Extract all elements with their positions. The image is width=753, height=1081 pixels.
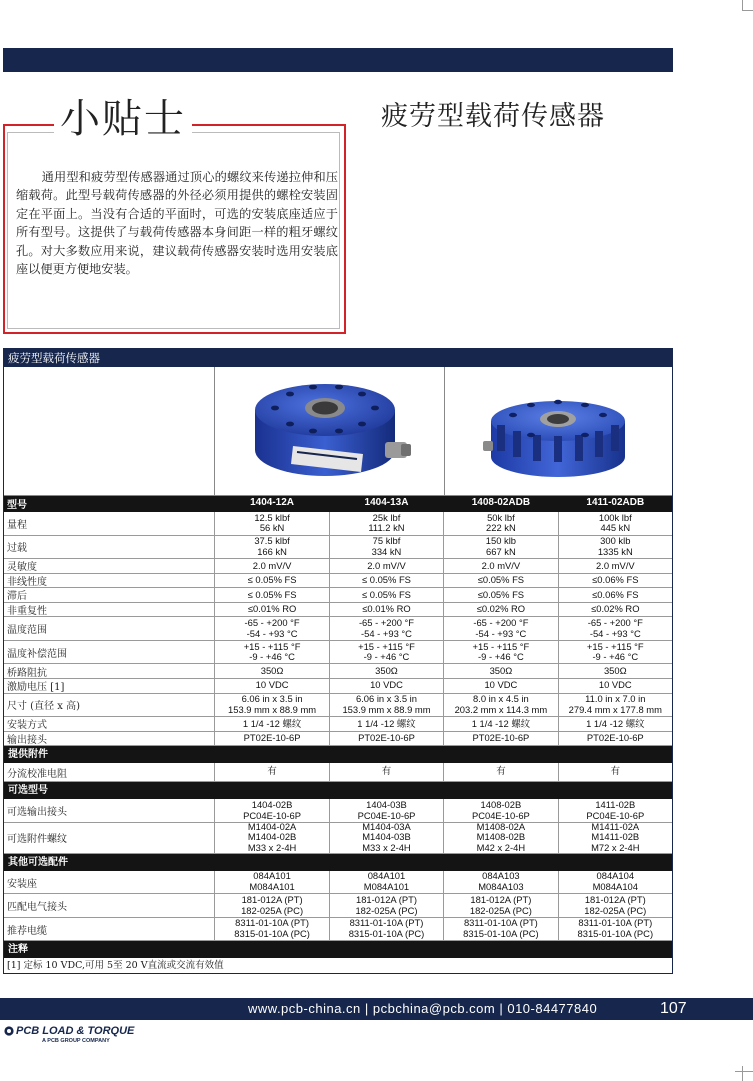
value-line: 084A101 [253,870,291,882]
table-caption: 疲劳型载荷传感器 [4,349,672,367]
row-label: 激励电压 [1] [7,682,65,694]
value-line: 75 klbf [372,535,401,547]
spec-rows [4,512,672,746]
value-line: 1 1/4 -12 螺纹 [357,717,416,729]
row-value [214,871,328,894]
row-value [329,641,443,664]
row-value [558,559,672,573]
table-row [4,603,672,618]
value-line: ≤ 0.05% FS [362,588,411,600]
optional-section-header: 可选型号 [4,782,672,799]
row-value [214,694,328,717]
row-value [214,820,328,854]
row-label: 温度补偿范围 [7,648,67,660]
value-line: ≤0.06% FS [592,574,639,586]
row-value [443,732,557,746]
value-line: -65 - +200 °F [244,617,300,629]
supplied-section-header: 提供附件 [4,746,672,763]
value-line: 1408-02B [480,798,522,810]
value-line: ≤ 0.05% FS [247,588,297,600]
table-row [4,918,672,942]
value-line: -9 - +46 °C [363,651,410,663]
value-line: +15 - +115 °F [472,640,530,652]
row-value [214,603,328,617]
value-line: 1 1/4 -12 螺纹 [471,717,531,729]
value-line: -54 - +93 °C [246,627,298,639]
header-bar [3,48,673,72]
value-line: M1408-02A [476,820,526,832]
row-value [214,664,328,678]
load-cell-1408-image [444,367,672,495]
value-line: 8315-01-10A (PC) [463,928,539,939]
value-line: 8311-01-10A (PT) [578,917,653,929]
value-line: M084A104 [592,881,638,892]
notes-section-header: 注释 [4,941,672,958]
row-label: 桥路阻抗 [7,667,47,679]
value-line: 182-025A (PC) [584,904,647,916]
value-line: 445 kN [600,522,631,534]
value-line: 182-025A (PC) [241,904,304,916]
value-line: 1 1/4 -12 螺纹 [586,717,645,729]
value-line: 166 kN [257,545,287,557]
model-name: 1404-12A [214,496,328,511]
row-value [329,574,443,588]
row-value [443,641,557,664]
row-value [443,512,557,535]
value-line: ≤0.02% RO [476,603,526,615]
crop-mark [742,0,743,10]
table-row [4,894,672,918]
value-line: 182-025A (PC) [355,904,418,916]
value-line: 222 kN [486,522,516,534]
value-line: M1411-02B [591,831,640,843]
value-line: 153.9 mm x 88.9 mm [342,703,431,715]
value-line: 12.5 klbf [254,511,290,523]
value-line: ≤ 0.05% FS [247,574,297,586]
logo-subtitle: A PCB GROUP COMPANY [42,1038,110,1044]
table-row [4,512,672,536]
value-line: 10 VDC [484,679,518,691]
value-line: M33 x 2-4H [247,842,297,854]
value-line: 1335 kN [597,545,633,557]
row-label: 非线性度 [7,576,47,588]
value-line: -65 - +200 °F [358,617,415,629]
model-name: 1411-02ADB [558,496,672,511]
value-line: M42 x 2-4H [476,842,526,854]
row-label: 可选附件螺纹 [7,834,67,846]
row-value [558,694,672,717]
value-line: PT02E-10-6P [358,732,415,744]
row-value [329,512,443,535]
value-line: ≤0.02% RO [591,603,640,615]
row-value [214,536,328,559]
value-line: PC04E-10-6P [471,809,530,821]
model-name: 1404-13A [329,496,443,511]
value-line: 279.4 mm x 177.8 mm [568,703,662,715]
row-value [329,536,443,559]
row-value [443,588,557,602]
row-value [558,732,672,746]
value-line: -54 - +93 °C [361,627,412,639]
row-label: 尺寸 (直径 x 高) [7,701,80,713]
value-line: ≤ 0.05% FS [362,574,411,586]
row-value [558,679,672,693]
value-line: 11.0 in x 7.0 in [585,693,646,705]
value-line: 1404-03B [366,798,407,810]
row-label: 匹配电气接头 [7,902,67,913]
value-line: M1404-02A [247,820,297,832]
model-name: 1408-02ADB [443,496,557,511]
row-value [558,641,672,664]
row-value [329,617,443,640]
value-line: 10 VDC [255,679,289,691]
row-value [443,894,557,917]
row-value [214,717,328,731]
value-line: ≤0.01% RO [247,603,297,615]
value-line: 350Ω [375,664,398,676]
row-value [329,694,443,717]
row-value [443,763,557,781]
row-label: 安装方式 [7,720,47,732]
value-line: M084A103 [478,881,524,892]
row-value [329,559,443,573]
value-line: 有 [496,765,506,777]
image-label-cell [4,367,214,495]
tip-body: 通用型和疲劳型传感器通过顶心的螺纹来传递拉伸和压缩载荷。此型号载荷传感器的外径必须用提供的螺栓安装固定在平面上。当没有合适的平面时，可选的安装底座适应于所有型号。这提供了与载荷传感器本身间距一样的粗牙螺纹孔。对大多数应用来说，建议载荷传感器安装时选用安装底座以便更方便地安装。 [16,170,338,277]
table-row [4,799,672,823]
row-value [329,588,443,602]
value-line: 10 VDC [598,679,632,691]
value-line: +15 - +115 °F [358,640,415,652]
value-line: 8311-01-10A (PT) [235,917,309,929]
page-title: 疲劳型载荷传感器 [381,101,605,132]
value-line: 181-012A (PT) [241,893,303,905]
row-value [558,603,672,617]
value-line: PC04E-10-6P [586,809,645,821]
value-line: 203.2 mm x 114.3 mm [454,703,548,715]
supplied-rows [4,763,672,782]
table-row [4,536,672,560]
value-line: 181-012A (PT) [584,893,646,905]
table-row [4,617,672,641]
row-value [558,536,672,559]
table-row [4,820,672,854]
row-label: 可选输出接头 [7,807,67,818]
value-line: 084A101 [367,870,406,882]
row-value [329,820,443,854]
row-value [329,799,443,822]
pcb-logo-icon [4,1026,14,1036]
value-line: M1408-02B [476,831,526,843]
footer-contact: www.pcb-china.cn | pcbchina@pcb.com | 010-84477840 [248,1001,598,1016]
table-row [4,588,672,603]
value-line: ≤0.05% FS [477,574,525,586]
row-value [443,679,557,693]
row-label: 推荐电缆 [7,925,47,937]
value-line: 8315-01-10A (PC) [234,928,310,939]
value-line: M084A101 [363,881,410,892]
value-line: 10 VDC [370,679,403,691]
value-line: PC04E-10-6P [243,809,301,821]
row-label: 分流校准电阻 [7,768,67,780]
row-value [214,617,328,640]
row-value [329,603,443,617]
row-label: 温度范围 [7,625,47,637]
value-line: 有 [381,765,392,777]
row-label: 非重复性 [7,606,47,618]
row-value [558,617,672,640]
value-line: 8311-01-10A (PT) [349,917,424,929]
row-label: 输出接头 [7,734,47,746]
row-value [443,918,557,941]
row-value [329,732,443,746]
row-value [558,871,672,894]
value-line: 8315-01-10A (PC) [348,928,425,939]
row-value [443,603,557,617]
value-line: 182-025A (PC) [469,904,532,916]
value-line: 8311-01-10A (PT) [463,917,538,929]
value-line: M33 x 2-4H [362,842,411,854]
table-row [4,641,672,665]
row-label: 安装座 [7,878,37,890]
table-row [4,664,672,679]
row-value [443,871,557,894]
tip-title: 小贴士 [54,94,192,144]
row-value [214,679,328,693]
value-line: ≤0.06% FS [592,588,639,600]
crop-mark [742,1066,743,1081]
row-value [214,732,328,746]
row-value [558,512,672,535]
page-number: 107 [660,1000,687,1017]
row-value [329,871,443,894]
row-value [558,894,672,917]
row-value [214,574,328,588]
row-value [558,763,672,781]
table-row [4,871,672,895]
value-line: +15 - +115 °F [586,640,644,652]
row-value [214,763,328,781]
value-line: -9 - +46 °C [249,651,295,663]
row-value [443,536,557,559]
row-value [443,559,557,573]
table-row [4,574,672,589]
value-line: 1404-02B [251,798,293,810]
value-line: 084A104 [596,870,635,882]
value-line: 1411-02B [595,798,636,810]
row-value [214,918,328,941]
value-line: 350Ω [603,664,627,676]
row-value [558,820,672,854]
row-label: 灵敏度 [7,562,37,574]
row-value [558,664,672,678]
other-rows [4,871,672,942]
value-line: M084A101 [249,881,295,892]
value-line: M72 x 2-4H [591,842,640,854]
spec-table [3,348,673,974]
table-row [4,559,672,574]
value-line: 8315-01-10A (PC) [577,928,654,939]
row-value [443,799,557,822]
value-line: 150 klb [485,535,516,547]
row-value [214,799,328,822]
value-line: 8.0 in x 4.5 in [473,693,529,705]
value-line: 1 1/4 -12 螺纹 [242,717,302,729]
value-line: -54 - +93 °C [475,627,527,639]
value-line: 2.0 mV/V [252,559,292,571]
row-value [443,664,557,678]
value-line: +15 - +115 °F [243,640,301,652]
value-line: ≤0.05% FS [477,588,525,600]
row-value [214,512,328,535]
crop-mark [735,1071,753,1072]
value-line: M1411-02A [591,820,640,832]
value-line: 2.0 mV/V [481,559,521,571]
model-label: 型号 [7,500,27,511]
value-line: -9 - +46 °C [478,651,524,663]
crop-mark [742,10,753,11]
value-line: 有 [610,765,620,777]
value-line: 2.0 mV/V [596,559,635,571]
value-line: -54 - +93 °C [589,627,641,639]
pcb-logo [4,1025,134,1044]
row-value [214,588,328,602]
value-line: 2.0 mV/V [367,559,406,571]
value-line: 25k lbf [372,511,401,523]
row-value [443,574,557,588]
row-value [329,894,443,917]
row-value [214,894,328,917]
row-value [329,918,443,941]
optional-rows [4,799,672,854]
value-line: 6.06 in x 3.5 in [355,693,417,705]
value-line: PT02E-10-6P [243,732,301,744]
value-line: M1404-03A [362,820,411,832]
row-value [214,559,328,573]
value-line: 181-012A (PT) [470,893,532,905]
row-value [558,717,672,731]
row-value [443,617,557,640]
row-label: 量程 [7,519,27,531]
value-line: M1404-03B [362,831,411,843]
row-value [558,918,672,941]
value-line: M1404-02B [247,831,297,843]
value-line: 6.06 in x 3.5 in [241,693,303,705]
value-line: 111.2 kN [368,522,405,534]
value-line: -9 - +46 °C [592,651,639,663]
value-line: 有 [267,765,277,777]
row-value [558,799,672,822]
row-value [329,717,443,731]
value-line: 667 kN [486,545,516,557]
model-header-row [4,496,672,512]
row-value [558,574,672,588]
logo-name: PCB LOAD & TORQUE [16,1025,135,1037]
row-value [443,820,557,854]
row-value [443,717,557,731]
row-value [214,641,328,664]
value-line: -65 - +200 °F [587,617,643,629]
table-row [4,763,672,782]
value-line: 181-012A (PT) [356,893,417,905]
value-line: 334 kN [371,545,402,557]
table-row [4,732,672,747]
value-line: 37.5 klbf [254,535,290,547]
value-line: 350Ω [260,664,284,676]
load-cell-1404-image [214,367,443,495]
row-value [329,763,443,781]
value-line: 56 kN [259,522,285,534]
row-label: 滞后 [7,591,27,603]
table-note: [1] 定标 10 VDC,可用 5至 20 V直流或交流有效值 [7,960,224,972]
row-label: 过载 [7,543,27,555]
value-line: PC04E-10-6P [357,809,416,821]
row-value [329,679,443,693]
row-value [443,694,557,717]
row-value [329,664,443,678]
other-section-header: 其他可选配件 [4,854,672,871]
value-line: 100k lbf [598,511,632,523]
table-row [4,694,672,718]
value-line: PT02E-10-6P [472,732,530,744]
value-line: -65 - +200 °F [473,617,529,629]
value-line: 350Ω [489,664,513,676]
table-row [4,679,672,694]
value-line: 50k lbf [487,511,515,523]
value-line: PT02E-10-6P [586,732,644,744]
table-row [4,717,672,732]
row-value [558,588,672,602]
value-line: ≤0.01% RO [362,603,411,615]
product-image-row [4,367,672,496]
value-line: 153.9 mm x 88.9 mm [228,703,317,715]
value-line: 300 klb [600,535,631,547]
value-line: 084A103 [482,870,520,882]
